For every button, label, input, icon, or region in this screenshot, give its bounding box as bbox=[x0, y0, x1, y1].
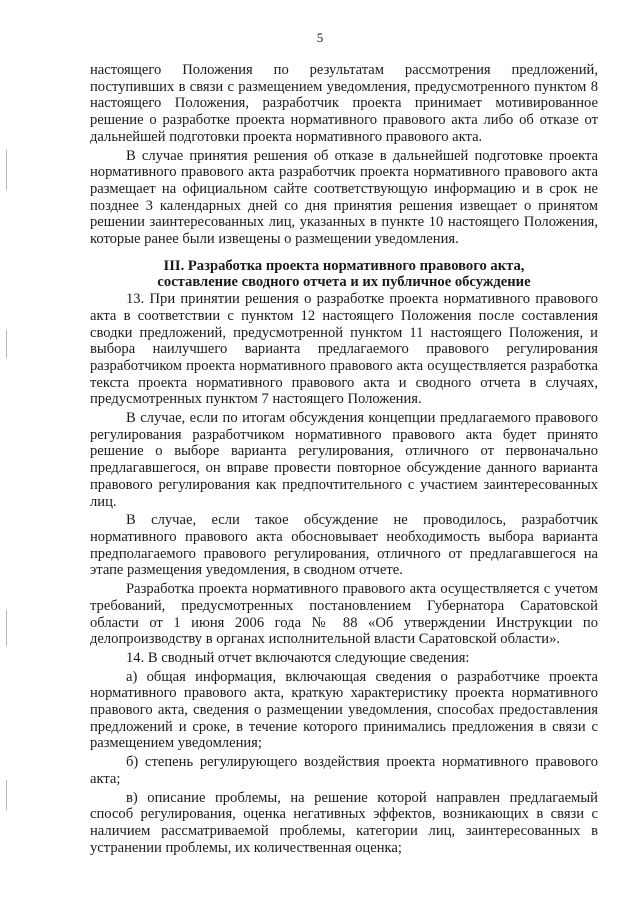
section-heading-line-1: III. Разработка проекта нормативного правового акта, bbox=[163, 257, 525, 274]
paragraph: В случае, если по итогам обсуждения концепции предлагаемого правового регулирования разработчиком нормативного правового акта будет принято решение о выборе варианта регулирования, отличного от первоначально предлагавшегося, он вправе провести повторное обсуждение данного варианта правового регулирования как предпочтительного с участием заинтересованных лиц. bbox=[90, 410, 598, 510]
paragraph: настоящего Положения по результатам рассмотрения предложений, поступивших в связи с размещением уведомления, предусмотренного пунктом 8 настоящего Положения, разработчик проекта принимает мотивированное решение о разработке проекта нормативного правового акта либо об отказе от дальнейшей подготовки проекта нормативного правового акта. bbox=[90, 62, 598, 145]
paragraph: в) описание проблемы, на решение которой направлен предлагаемый способ регулирования, оценка негативных эффектов, возникающих в связи с наличием рассматриваемой проблемы, категории лиц, заинтересованных в устранении проблемы, их количественная оценка; bbox=[90, 789, 598, 856]
page-number: 5 bbox=[316, 30, 324, 45]
paragraphs-before-heading bbox=[90, 62, 598, 248]
paragraphs-after-heading bbox=[90, 291, 598, 856]
document-body bbox=[90, 62, 598, 856]
binding-margin-marks bbox=[6, 0, 10, 905]
paragraph: В случае, если такое обсуждение не проводилось, разработчик нормативного правового акта обосновывает необходимость выбора варианта предполагаемого правового регулирования, отличного от предлагавшегося на этапе размещения уведомления, в сводном отчете. bbox=[90, 512, 598, 579]
paragraph: б) степень регулирующего воздействия проекта нормативного правового акта; bbox=[90, 754, 598, 787]
paragraph: 13. При принятии решения о разработке проекта нормативного правового акта в соответствии с пунктом 12 настоящего Положения после составления сводки предложений, предусмотренной пунктом 11 настоящего Положения, и выбора наилучшего варианта предлагаемого правового регулирования разработчиком проекта нормативного правового акта осуществляется разработка текста проекта нормативного правового акта и сводного отчета в случаях, предусмотренных пунктом 7 настоящего Положения. bbox=[90, 291, 598, 408]
paragraph: 14. В сводный отчет включаются следующие сведения: bbox=[126, 649, 470, 666]
paragraph: а) общая информация, включающая сведения о разработчике проекта нормативного правового акта, краткую характеристику проекта нормативного правового акта, сведения о размещении уведомления, способах предоставления предложений и сроке, в течение которого принимались предложения в связи с размещением уведомления; bbox=[90, 668, 598, 752]
section-heading-line-2: составление сводного отчета и их публичное обсуждение bbox=[157, 274, 531, 291]
paragraph: Разработка проекта нормативного правового акта осуществляется с учетом требований, предусмотренных постановлением Губернатора Саратовской области от 1 июня 2006 года № 88 «Об утверждении Инструкции по делопроизводству в органах исполнительной власти Саратовской области». bbox=[90, 581, 598, 648]
paragraph: В случае принятия решения об отказе в дальнейшей подготовке проекта нормативного правового акта разработчик проекта нормативного правового акта размещает на официальном сайте соответствующую информацию и в срок не позднее 3 календарных дней со дня принятия решения извещает о принятом решении заинтересованных лиц, указанных в пункте 10 настоящего Положения, которые ранее были извещены о размещении уведомления. bbox=[90, 147, 598, 248]
section-heading bbox=[90, 258, 598, 291]
